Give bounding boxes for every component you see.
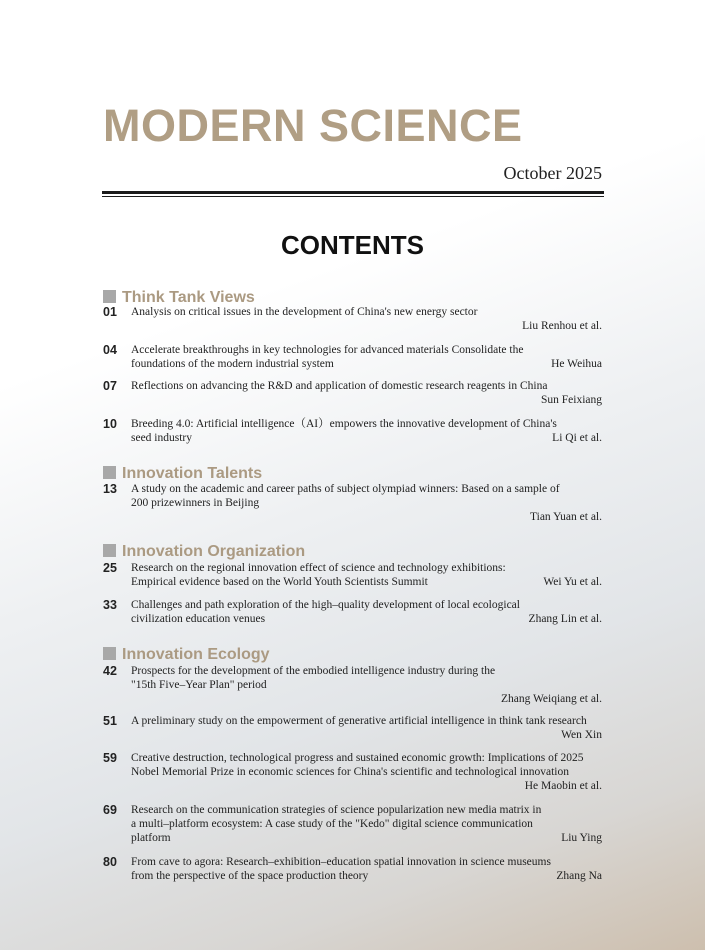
entry-title — [131, 751, 591, 779]
entry-title-line: Analysis on critical issues in the development of China's new energy sector — [131, 306, 478, 318]
entry-title-line: civilization education venues — [131, 613, 266, 625]
entry-title-line: Empirical evidence based on the World Youth Scientists Summit — [131, 576, 428, 588]
entry-title-line: Nobel Memorial Prize in economic sciences for China's scientific and technological innovation — [131, 766, 569, 778]
entry-title-line: Accelerate breakthroughs in key technologies for advanced materials Consolidate the — [131, 344, 524, 356]
section-heading — [103, 464, 607, 484]
entry-author: Wei Yu et al. — [543, 576, 602, 588]
entry-title — [131, 379, 591, 393]
section-heading-label: Innovation Ecology — [122, 646, 270, 663]
entry-author: Liu Renhou et al. — [522, 320, 602, 332]
entry-title-line: seed industry — [131, 432, 193, 444]
contents-heading: CONTENTS — [281, 230, 424, 260]
entry-title — [131, 561, 591, 589]
entry-title-line: Challenges and path exploration of the high–quality development of local ecological — [131, 599, 520, 611]
section-marker-square — [103, 290, 116, 303]
section-marker-square — [103, 647, 116, 660]
entry-title-line: Breeding 4.0: Artificial intelligence（AI）empowers the innovative development of China's — [131, 418, 557, 430]
entry-author: Sun Feixiang — [540, 394, 602, 406]
entry-title-line: foundations of the modern industrial system — [131, 358, 334, 370]
entry-title-line: from the perspective of the space production theory — [131, 870, 369, 882]
entry-page-number: 25 — [103, 561, 117, 575]
section-heading — [103, 645, 607, 665]
entry-title-line: From cave to agora: Research–exhibition–education spatial innovation in science museums — [131, 856, 551, 868]
entry-title-line: A study on the academic and career paths of subject olympiad winners: Based on a sample of — [131, 483, 560, 495]
section-marker-square — [103, 544, 116, 557]
entry-author: He Weihua — [551, 358, 602, 370]
entry-page-number: 01 — [103, 305, 117, 319]
section-heading-label: Think Tank Views — [122, 289, 255, 306]
entry-author: Li Qi et al. — [552, 432, 602, 444]
section-heading — [103, 542, 607, 562]
entry-title — [131, 343, 591, 371]
entry-title-line: Research on the regional innovation effect of science and technology exhibitions: — [131, 562, 506, 574]
entry-author: Zhang Weiqiang et al. — [500, 693, 602, 705]
header-rule-thin — [102, 196, 604, 197]
entry-page-number: 07 — [103, 379, 117, 393]
entry-title — [131, 417, 591, 445]
entry-title-line: platform — [131, 832, 171, 844]
section-marker-square — [103, 466, 116, 479]
entry-author: Tian Yuan et al. — [530, 511, 602, 523]
section-heading-label: Innovation Talents — [122, 465, 263, 482]
entry-page-number: 51 — [103, 714, 117, 728]
entry-title — [131, 598, 591, 626]
issue-date: October 2025 — [503, 163, 602, 183]
header-rule-thick — [102, 191, 604, 194]
entry-title-line: Reflections on advancing the R&D and application of domestic research reagents in China — [131, 380, 548, 392]
entry-page-number: 42 — [103, 664, 117, 678]
entry-title-line: A preliminary study on the empowerment of generative artificial intelligence in think tank research — [131, 715, 587, 727]
entry-page-number: 13 — [103, 482, 117, 496]
entry-author: Wen Xin — [561, 729, 602, 741]
entry-page-number: 80 — [103, 855, 117, 869]
journal-title: MODERN SCIENCE — [103, 100, 523, 151]
entry-title — [131, 664, 591, 692]
entry-title-line: Prospects for the development of the embodied intelligence industry during the — [131, 665, 496, 677]
entry-author: Zhang Lin et al. — [528, 613, 602, 625]
entry-title — [131, 855, 591, 883]
entry-author: He Maobin et al. — [524, 780, 602, 792]
entry-title-line: Research on the communication strategies of science popularization new media matrix in — [131, 804, 542, 816]
entry-title — [131, 803, 591, 845]
entry-title — [131, 482, 591, 510]
section-heading-label: Innovation Organization — [122, 543, 306, 560]
entry-title-line: "15th Five–Year Plan" period — [131, 679, 267, 691]
entry-title-line: a multi–platform ecosystem: A case study of the "Kedo" digital science communication — [131, 818, 533, 830]
entry-page-number: 59 — [103, 751, 117, 765]
entry-title — [131, 305, 591, 319]
entry-page-number: 69 — [103, 803, 117, 817]
entry-page-number: 10 — [103, 417, 117, 431]
entry-page-number: 33 — [103, 598, 117, 612]
entry-title-line: Creative destruction, technological progress and sustained economic growth: Implications of 2025 — [131, 752, 584, 764]
entry-page-number: 04 — [103, 343, 117, 357]
entry-author: Zhang Na — [556, 870, 602, 882]
entry-title-line: 200 prizewinners in Beijing — [131, 497, 260, 509]
entry-title — [131, 714, 591, 728]
entry-author: Liu Ying — [561, 832, 602, 844]
